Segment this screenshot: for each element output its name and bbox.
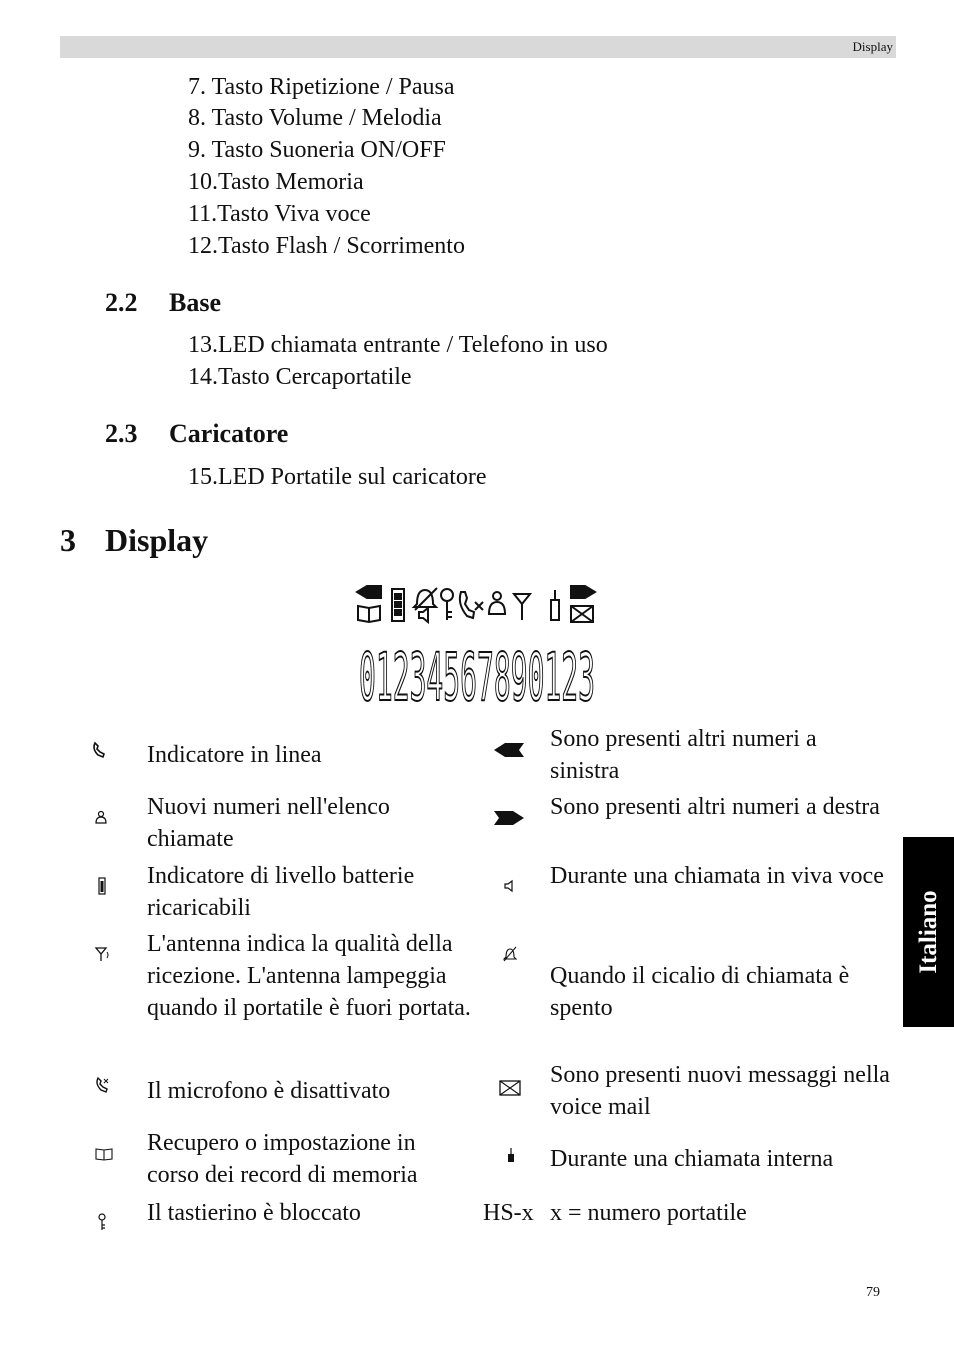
- section-heading-charger: [105, 419, 288, 449]
- page-number: 79: [866, 1285, 880, 1300]
- handset-label: HS-x: [483, 1200, 534, 1226]
- lcd-key-icon: [441, 589, 453, 601]
- list-item: 7. Tasto Ripetizione / Pausa: [188, 74, 455, 100]
- lcd-intercom-icon: [551, 600, 559, 620]
- legend-right-text: Sono presenti altri numeri a sinistra: [550, 726, 817, 784]
- lcd-person-icon: [493, 592, 501, 600]
- list-item: 11.Tasto Viva voce: [188, 201, 371, 227]
- book-icon: [95, 1147, 113, 1161]
- lcd-left-arrow-icon: [357, 586, 381, 598]
- section-number: 2.3: [105, 419, 138, 448]
- legend-right-text: x = numero portatile: [550, 1200, 747, 1226]
- list-item: 15.LED Portatile sul caricatore: [188, 464, 487, 490]
- legend-left-text: Recupero o impostazione in corso dei record di memoria: [147, 1130, 418, 1188]
- legend-left-text: Indicatore in linea: [147, 742, 322, 768]
- battery-icon: [98, 877, 106, 895]
- left-arrow-icon: [493, 742, 525, 758]
- speaker-icon: [503, 879, 517, 893]
- list-item: 8. Tasto Volume / Melodia: [188, 105, 442, 131]
- legend-right-text: Durante una chiamata interna: [550, 1146, 834, 1172]
- envelope-icon: [499, 1080, 521, 1096]
- bell-off-icon: [502, 946, 518, 962]
- language-tab: [903, 837, 954, 1027]
- legend-right-text: Sono presenti nuovi messaggi nella voice mail: [550, 1062, 890, 1120]
- legend-left-text: L'antenna indica la qualità della ricezione. L'antenna lampeggia quando il portatile è fuori portata.: [147, 931, 471, 1021]
- language-tab-label: Italiano: [914, 890, 942, 974]
- lcd-digits: 01234567890123: [359, 639, 595, 716]
- lcd-right-arrow-icon: [571, 586, 595, 598]
- chapter-number: 3: [60, 522, 76, 558]
- legend-left-text: Il microfono è disattivato: [147, 1078, 391, 1104]
- antenna-icon: [95, 946, 111, 962]
- list-item: 10.Tasto Memoria: [188, 169, 364, 195]
- list-item: 13.LED chiamata entrante / Telefono in uso: [188, 332, 608, 358]
- legend-right-text: Quando il cicalio di chiamata è spento: [550, 963, 850, 1021]
- section-heading-base: [105, 288, 221, 318]
- lcd-book-icon: [358, 606, 380, 622]
- lcd-bell-off-icon: [414, 588, 437, 610]
- list-item: 9. Tasto Suoneria ON/OFF: [188, 137, 446, 163]
- lcd-speaker-icon: [419, 608, 428, 622]
- person-icon: [94, 810, 108, 824]
- phone-icon: [92, 742, 106, 758]
- header-bar: [60, 36, 896, 58]
- lcd-mic-off-icon: [475, 602, 483, 610]
- legend-left-text: Nuovi numeri nell'elenco chiamate: [147, 794, 390, 852]
- legend-left-text: Il tastierino è bloccato: [147, 1200, 361, 1226]
- list-item: 12.Tasto Flash / Scorrimento: [188, 233, 465, 259]
- lcd-phone-icon: [460, 592, 474, 618]
- intercom-icon: [506, 1147, 516, 1163]
- chapter-title: Display: [105, 522, 209, 558]
- right-arrow-icon: [493, 810, 525, 826]
- legend-right-text: Sono presenti altri numeri a destra: [550, 794, 880, 820]
- header-label: Display: [852, 39, 893, 54]
- key-icon: [97, 1213, 107, 1231]
- section-title: Base: [169, 288, 221, 317]
- section-number: 2.2: [105, 288, 138, 317]
- mic-off-icon: [95, 1077, 111, 1093]
- chapter-heading: [60, 522, 208, 559]
- lcd-antenna-icon: [514, 594, 530, 620]
- legend-left-text: Indicatore di livello batterie ricaricabili: [147, 863, 415, 921]
- legend-right-text: Durante una chiamata in viva voce: [550, 863, 884, 889]
- section-title: Caricatore: [169, 419, 289, 448]
- list-item: 14.Tasto Cercaportatile: [188, 364, 412, 390]
- lcd-display-illustration: [355, 584, 600, 716]
